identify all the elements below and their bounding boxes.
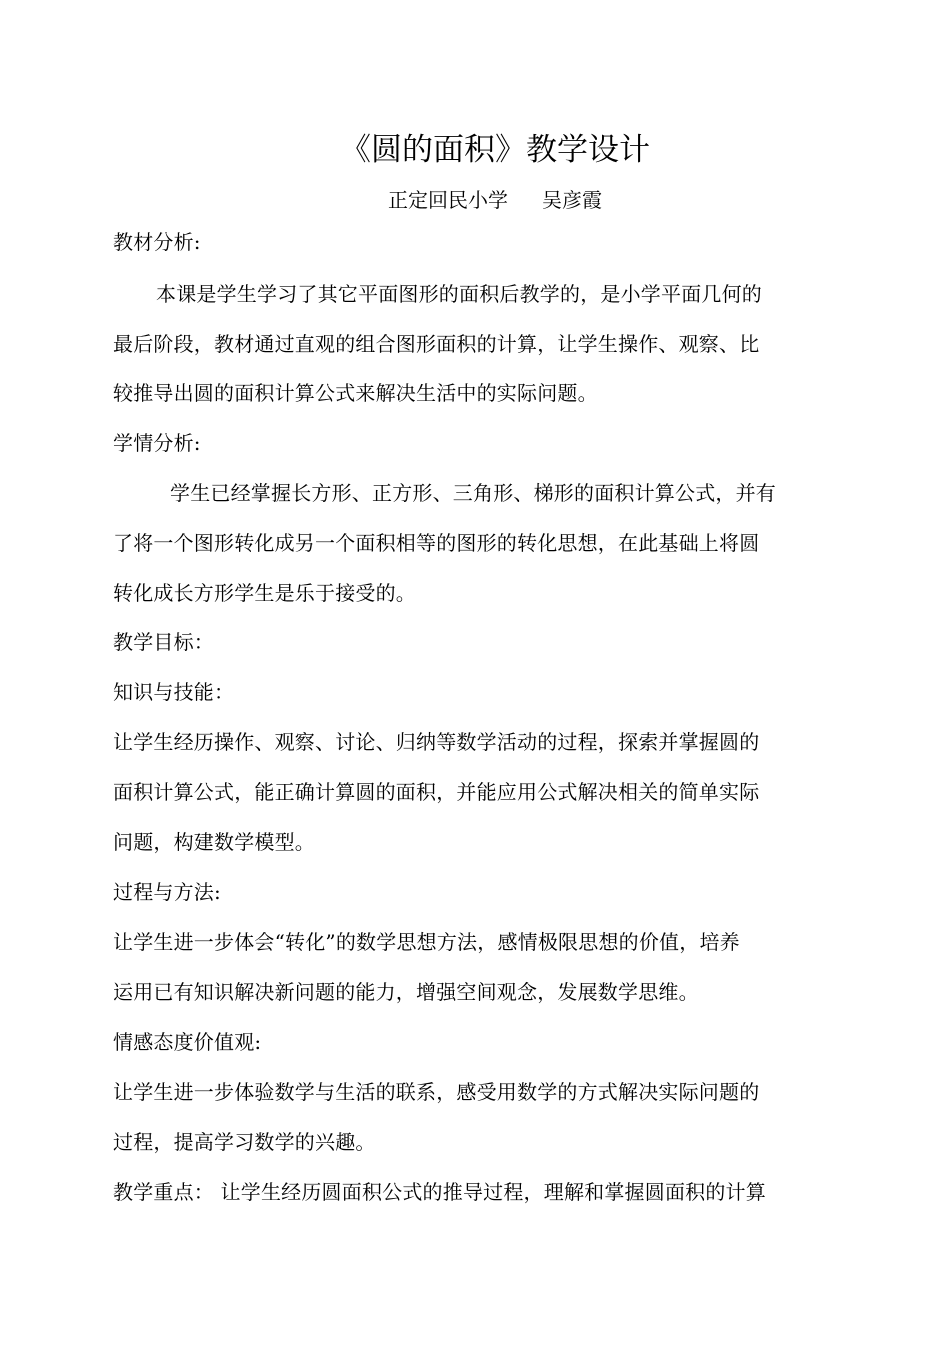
author-name: 吴彦霞 — [542, 188, 602, 212]
paragraph-line: 让学生进一步体会“转化”的数学思想方法，感情极限思想的价值，培养 — [113, 930, 740, 954]
paragraph-line: 运用已有知识解决新问题的能力，增强空间观念，发展数学思维。 — [113, 980, 699, 1004]
subheading-knowledge-skills: 知识与技能： — [113, 680, 235, 704]
section-heading-teaching-goals: 教学目标： — [113, 630, 214, 654]
paragraph-line: 问题，构建数学模型。 — [113, 830, 315, 854]
paragraph-line: 让学生进一步体验数学与生活的联系，感受用数学的方式解决实际问题的 — [113, 1080, 760, 1104]
school-name: 正定回民小学 — [388, 188, 508, 212]
paragraph-line: 让学生经历操作、观察、讨论、归纳等数学活动的过程，探索并掌握圆的 — [113, 730, 760, 754]
paragraph-line: 转化成长方形学生是乐于接受的。 — [113, 581, 416, 605]
paragraph-line: 了将一个图形转化成另一个面积相等的图形的转化思想，在此基础上将圆 — [113, 531, 760, 555]
section-heading-material-analysis: 教材分析: — [113, 230, 201, 254]
subheading-emotional-values: 情感态度价值观: — [113, 1030, 262, 1054]
section-heading-student-analysis: 学情分析: — [113, 431, 201, 455]
paragraph-line: 面积计算公式，能正确计算圆的面积，并能应用公式解决相关的简单实际 — [113, 780, 760, 804]
paragraph-line: 学生已经掌握长方形、正方形、三角形、梯形的面积计算公式，并有 — [170, 481, 776, 505]
paragraph-line: 最后阶段，教材通过直观的组合图形面积的计算，让学生操作、观察、比 — [113, 332, 760, 356]
subheading-process-methods: 过程与方法: — [113, 880, 221, 904]
document-title: 《圆的面积》教学设计 — [340, 132, 650, 168]
paragraph-line: 过程，提高学习数学的兴趣。 — [113, 1130, 376, 1154]
paragraph-line: 本课是学生学习了其它平面图形的面积后教学的，是小学平面几何的 — [156, 282, 762, 306]
section-teaching-focus: 教学重点： 让学生经历圆面积公式的推导过程，理解和掌握圆面积的计算 — [113, 1180, 766, 1204]
paragraph-line: 较推导出圆的面积计算公式来解决生活中的实际问题。 — [113, 381, 598, 405]
author-line — [388, 184, 602, 216]
